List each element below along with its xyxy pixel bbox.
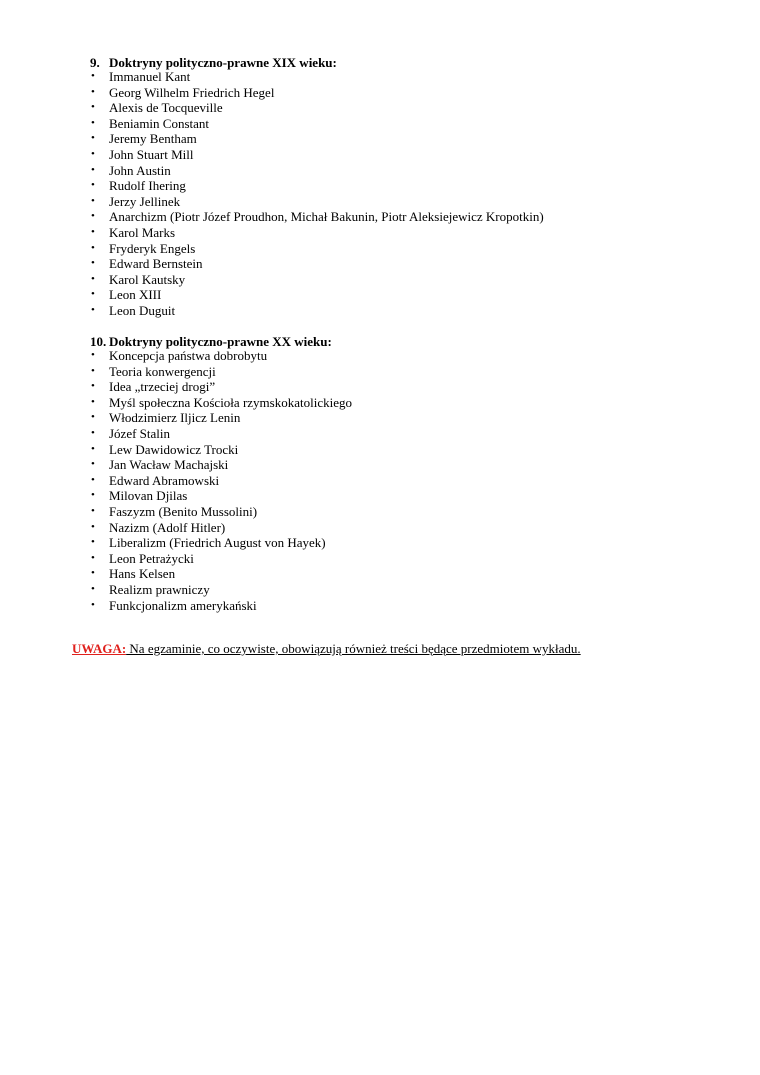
bullet-icon: • (91, 380, 95, 393)
list-item-text: Nazizm (Adolf Hitler) (109, 519, 226, 535)
bullet-icon: • (91, 411, 95, 424)
section-number: 10. (90, 334, 107, 349)
list-item-text: Beniamin Constant (109, 115, 210, 131)
list-item-text: Jeremy Bentham (109, 131, 197, 147)
list-item-text: Fryderyk Engels (109, 240, 196, 256)
list-item-text: Idea „trzeciej drogi” (109, 379, 216, 395)
list-item-text: Immanuel Kant (109, 69, 191, 84)
bullet-icon: • (91, 85, 95, 98)
list-item-text: Edward Abramowski (109, 472, 220, 488)
list-item-text: Karol Marks (109, 224, 176, 240)
list-item-text: Leon Duguit (109, 302, 176, 318)
list-item-text: Alexis de Tocqueville (109, 100, 223, 116)
note-text: Na egzaminie, co oczywiste, obowiązują również treści będące przedmiotem wykładu. (126, 641, 581, 656)
section-title: Doktryny polityczno-prawne XX wieku: (109, 334, 332, 349)
bullet-icon: • (91, 567, 95, 580)
list-item-text: Józef Stalin (109, 425, 171, 441)
bullet-icon: • (91, 349, 95, 361)
list-item-text: Liberalizm (Friedrich August von Hayek) (109, 535, 326, 551)
section-heading (90, 55, 337, 70)
bullet-icon: • (91, 598, 95, 611)
list-item-text: Milovan Djilas (109, 488, 188, 504)
bullet-icon: • (91, 551, 95, 564)
list-item-text: Anarchizm (Piotr Józef Proudhon, Michał Bakunin, Piotr Aleksiejewicz Kropotkin) (109, 209, 544, 225)
list-item-text: Rudolf Ihering (109, 178, 186, 194)
bullet-icon: • (91, 257, 95, 270)
bullet-icon: • (91, 163, 95, 176)
list-item-text: Leon Petrażycki (109, 550, 194, 566)
bullet-icon: • (91, 364, 95, 377)
list-item-text: Karol Kautsky (109, 271, 186, 287)
bullet-icon: • (91, 303, 95, 316)
section-number: 9. (90, 55, 100, 70)
bullet-icon: • (91, 101, 95, 114)
bullet-icon: • (91, 179, 95, 192)
list-item-text: Edward Bernstein (109, 256, 203, 272)
list-item-text: Koncepcja państwa dobrobytu (109, 348, 268, 363)
section-heading (90, 334, 332, 349)
bullet-icon: • (91, 194, 95, 207)
list-item-text: Funkcjonalizm amerykański (109, 597, 257, 613)
bullet-icon: • (91, 225, 95, 238)
bullet-icon: • (91, 520, 95, 533)
bullet-icon: • (91, 473, 95, 486)
list-item-text: John Austin (109, 162, 171, 178)
list-item-text: Lew Dawidowicz Trocki (109, 441, 239, 457)
list-item-text: Myśl społeczna Kościoła rzymskokatolickiego (109, 394, 352, 410)
bullet-icon: • (91, 442, 95, 455)
bullet-icon: • (91, 241, 95, 254)
bullet-icon: • (91, 147, 95, 160)
exam-note (72, 641, 581, 656)
list-item-text: Jan Wacław Machajski (109, 457, 229, 473)
list-item-text: Realizm prawniczy (109, 581, 210, 597)
list-item-text: Faszyzm (Benito Mussolini) (109, 503, 258, 519)
list-item-text: Leon XIII (109, 287, 162, 303)
section-title: Doktryny polityczno-prawne XIX wieku: (109, 55, 337, 70)
bullet-icon: • (91, 489, 95, 502)
list-item-text: John Stuart Mill (109, 146, 194, 162)
bullet-icon: • (91, 272, 95, 285)
list-item-text: Georg Wilhelm Friedrich Hegel (109, 84, 275, 100)
list-item-text: Jerzy Jellinek (109, 193, 181, 209)
bullet-icon: • (91, 132, 95, 145)
bullet-icon: • (91, 504, 95, 517)
list-item-text: Teoria konwergencji (109, 363, 216, 379)
bullet-icon: • (91, 426, 95, 439)
bullet-icon: • (91, 395, 95, 408)
bullet-icon: • (91, 458, 95, 471)
list-item-text: Włodzimierz Iljicz Lenin (109, 410, 241, 426)
bullet-icon: • (91, 70, 95, 82)
bullet-icon: • (91, 210, 95, 223)
bullet-icon: • (91, 116, 95, 129)
bullet-icon: • (91, 536, 95, 549)
list-item-text: Hans Kelsen (109, 566, 176, 582)
bullet-icon: • (91, 288, 95, 301)
note-label: UWAGA: (72, 641, 127, 656)
bullet-icon: • (91, 582, 95, 595)
